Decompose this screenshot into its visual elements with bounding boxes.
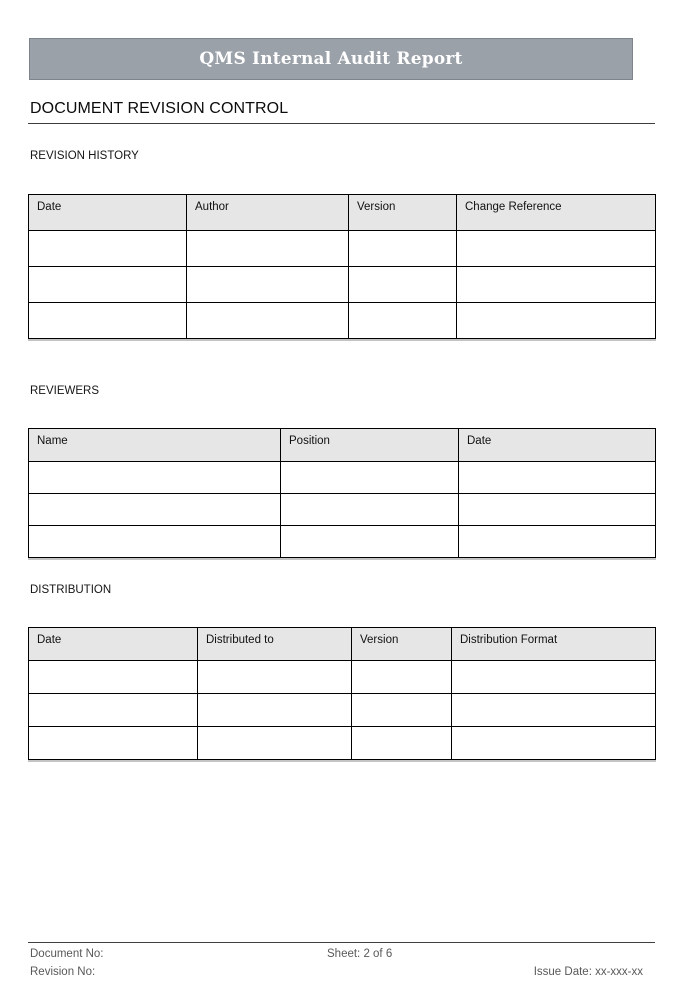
reviewers-header-date: Date <box>459 429 656 462</box>
reviewers-cell[interactable] <box>459 462 656 494</box>
footer-revision-no: Revision No: <box>30 966 96 978</box>
distribution-cell[interactable] <box>452 694 656 727</box>
distribution-header-date: Date <box>29 628 198 661</box>
footer-issue-date: Issue Date: xx-xxx-xx <box>533 966 643 978</box>
distribution-cell[interactable] <box>198 694 352 727</box>
reviewers-cell[interactable] <box>459 526 656 558</box>
page-heading: DOCUMENT REVISION CONTROL <box>30 100 289 117</box>
section-label-reviewers: REVIEWERS <box>30 385 100 397</box>
table-header-row <box>29 429 656 462</box>
footer-document-no: Document No: <box>30 948 104 960</box>
revision-history-cell[interactable] <box>457 267 656 303</box>
distribution-cell[interactable] <box>198 727 352 760</box>
revision-history-table <box>28 194 656 339</box>
footer-rule <box>28 942 655 943</box>
revision-history-cell[interactable] <box>187 303 349 339</box>
reviewers-cell[interactable] <box>29 526 281 558</box>
reviewers-cell[interactable] <box>281 526 459 558</box>
distribution-cell[interactable] <box>29 661 198 694</box>
reviewers-cell[interactable] <box>29 494 281 526</box>
revision-history-header-change-reference: Change Reference <box>457 195 656 231</box>
table-header-row <box>29 195 656 231</box>
table-row <box>29 231 656 267</box>
revision-history-header-version: Version <box>349 195 457 231</box>
distribution-cell[interactable] <box>452 727 656 760</box>
revision-history-cell[interactable] <box>457 231 656 267</box>
revision-history-cell[interactable] <box>187 267 349 303</box>
revision-history-header-date: Date <box>29 195 187 231</box>
revision-history-cell[interactable] <box>349 231 457 267</box>
reviewers-header-name: Name <box>29 429 281 462</box>
reviewers-cell[interactable] <box>29 462 281 494</box>
distribution-cell[interactable] <box>352 727 452 760</box>
report-title: QMS Internal Audit Report <box>199 49 463 69</box>
distribution-header-distribution-format: Distribution Format <box>452 628 656 661</box>
section-label-distribution: DISTRIBUTION <box>30 584 112 596</box>
report-title-banner <box>29 38 633 80</box>
table-row <box>29 526 656 558</box>
distribution-cell[interactable] <box>352 661 452 694</box>
table-row <box>29 267 656 303</box>
table-row <box>29 494 656 526</box>
table-row <box>29 303 656 339</box>
distribution-cell[interactable] <box>198 661 352 694</box>
distribution-cell[interactable] <box>452 661 656 694</box>
heading-underline <box>28 123 655 124</box>
revision-history-cell[interactable] <box>349 267 457 303</box>
revision-history-cell[interactable] <box>29 267 187 303</box>
reviewers-table <box>28 428 656 558</box>
distribution-cell[interactable] <box>29 727 198 760</box>
table-row <box>29 661 656 694</box>
distribution-cell[interactable] <box>29 694 198 727</box>
revision-history-cell[interactable] <box>187 231 349 267</box>
reviewers-cell[interactable] <box>459 494 656 526</box>
reviewers-header-position: Position <box>281 429 459 462</box>
distribution-header-distributed-to: Distributed to <box>198 628 352 661</box>
distribution-table <box>28 627 656 760</box>
section-label-revision-history: REVISION HISTORY <box>30 150 139 162</box>
table-row <box>29 727 656 760</box>
table-row <box>29 694 656 727</box>
distribution-cell[interactable] <box>352 694 452 727</box>
revision-history-cell[interactable] <box>457 303 656 339</box>
table-header-row <box>29 628 656 661</box>
revision-history-cell[interactable] <box>349 303 457 339</box>
table-row <box>29 462 656 494</box>
revision-history-cell[interactable] <box>29 231 187 267</box>
reviewers-cell[interactable] <box>281 462 459 494</box>
distribution-header-version: Version <box>352 628 452 661</box>
revision-history-header-author: Author <box>187 195 349 231</box>
footer-sheet-number: Sheet: 2 of 6 <box>327 948 393 960</box>
revision-history-cell[interactable] <box>29 303 187 339</box>
reviewers-cell[interactable] <box>281 494 459 526</box>
